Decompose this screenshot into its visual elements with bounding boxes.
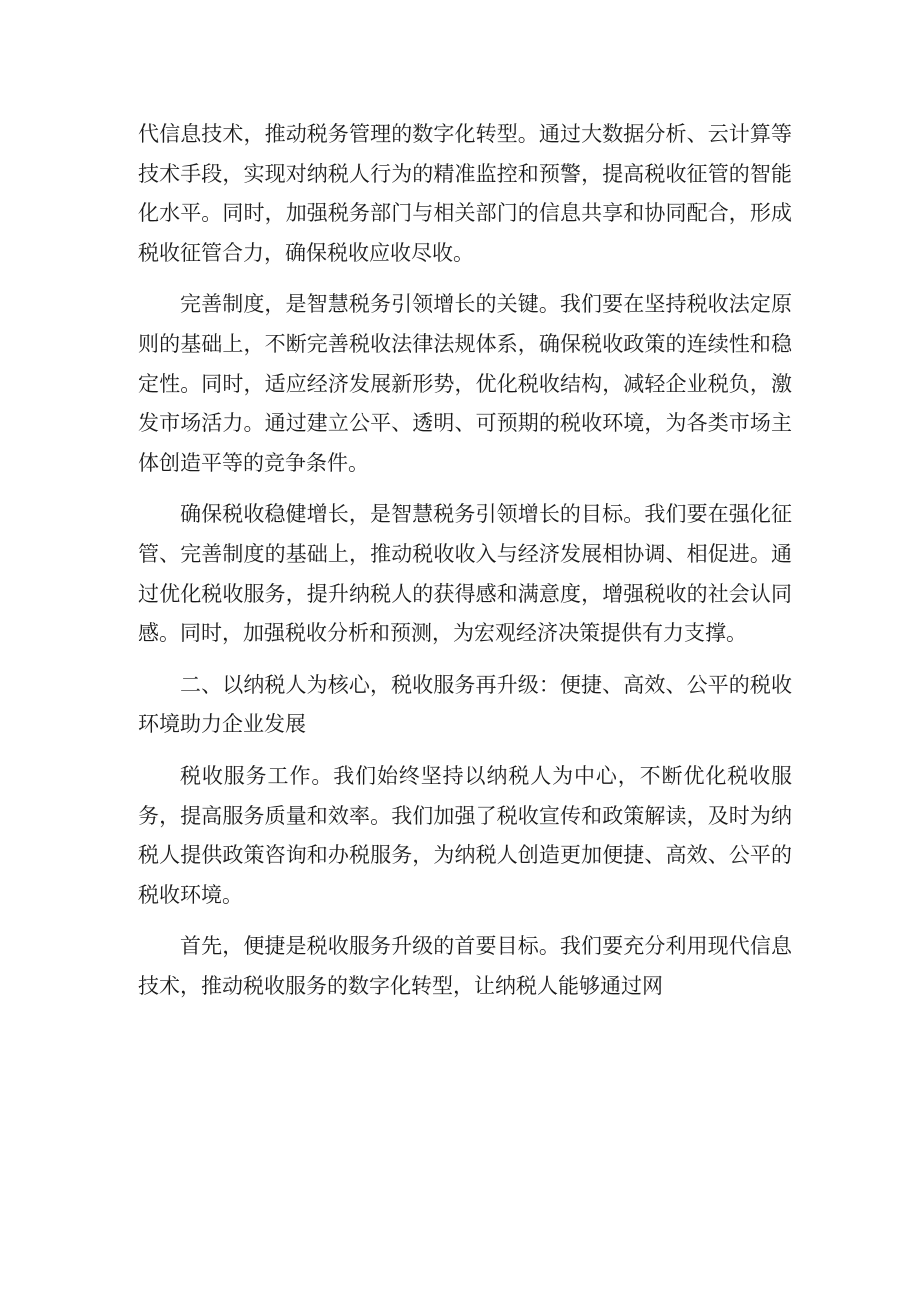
paragraph-4: 税收服务工作。我们始终坚持以纳税人为中心，不断优化税收服务，提高服务质量和效率。我们加强了税收宣传和政策解读，及时为纳税人提供政策咨询和办税服务，为纳税人创造更加便捷、高效、公平的税收环境。 bbox=[138, 763, 792, 907]
paragraph-1: 代信息技术，推动税务管理的数字化转型。通过大数据分析、云计算等技术手段，实现对纳税人行为的精准监控和预警，提高税收征管的智能化水平。同时，加强税务部门与相关部门的信息共享和协同配合，形成税收征管合力，确保税收应收尽收。 bbox=[138, 122, 792, 265]
paragraph-3: 确保税收稳健增长，是智慧税务引领增长的目标。我们要在强化征管、完善制度的基础上，推动税收收入与经济发展相协调、相促进。通过优化税收服务，提升纳税人的获得感和满意度，增强税收的社会认同感。同时，加强税收分析和预测，为宏观经济决策提供有力支撑。 bbox=[138, 502, 792, 646]
paragraph-5: 首先，便捷是税收服务升级的首要目标。我们要充分利用现代信息技术，推动税收服务的数字化转型，让纳税人能够通过网 bbox=[138, 934, 792, 998]
section-heading: 二、以纳税人为核心，税收服务再升级：便捷、高效、公平的税收环境助力企业发展 bbox=[138, 672, 792, 737]
document-body bbox=[138, 115, 792, 1018]
paragraph-2: 完善制度，是智慧税务引领增长的关键。我们要在坚持税收法定原则的基础上，不断完善税收法律法规体系，确保税收政策的连续性和稳定性。同时，适应经济发展新形势，优化税收结构，减轻企业税负，激发市场活力。通过建立公平、透明、可预期的税收环境，为各类市场主体创造平等的竞争条件。 bbox=[138, 292, 792, 475]
